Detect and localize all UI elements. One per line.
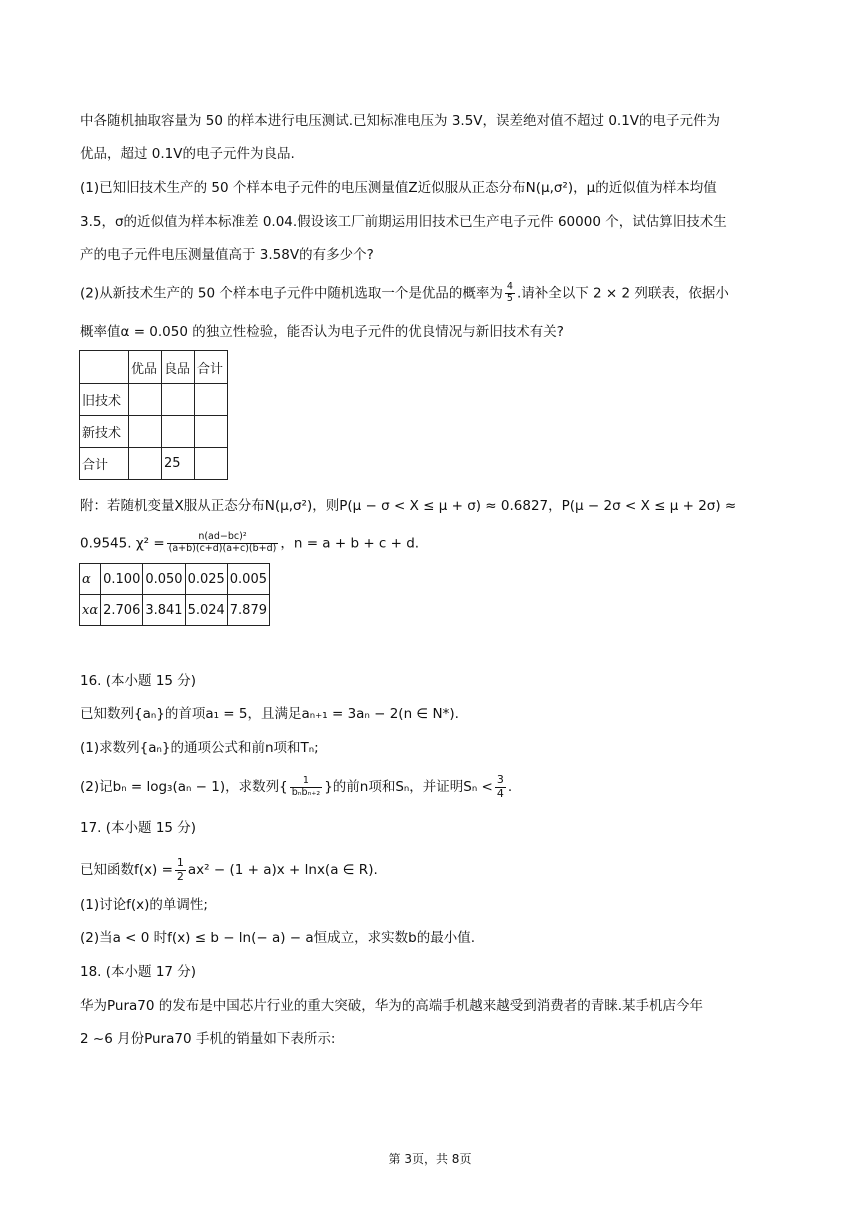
table-cell: 2.706: [101, 595, 143, 626]
q15-part1-line-1: (1)已知旧技术生产的 50 个样本电子元件的电压测量值Z近似服从正态分布N(μ,σ²)，μ的近似值为样本均值: [80, 180, 717, 196]
fraction-numerator: n(ad−bc)²: [167, 532, 279, 544]
table-cell: 0.050: [143, 564, 185, 595]
q18-line-2: 2 ~6 月份Pura70 手机的销量如下表所示:: [80, 1031, 336, 1047]
q16-part2: [80, 774, 512, 800]
table-cell: [129, 416, 162, 448]
table-cell: 旧技术: [80, 384, 129, 416]
table-row: [80, 564, 270, 595]
q17-part1: (1)讨论f(x)的单调性;: [80, 897, 208, 913]
chi-square-fraction: [167, 532, 279, 555]
table-cell: 优品: [129, 351, 162, 384]
table-cell: 5.024: [185, 595, 227, 626]
appendix-line-2: [80, 532, 419, 555]
table-cell: 3.841: [143, 595, 185, 626]
table-row: [80, 416, 228, 448]
table-cell: [80, 351, 129, 384]
fraction-denominator: 2: [176, 869, 184, 883]
appendix-line-1: 附：若随机变量X服从正态分布N(μ,σ²)，则P(μ − σ < X ≤ μ + σ) ≈ 0.6827，P(μ − 2σ < X ≤ μ + 2σ) ≈: [80, 498, 737, 514]
table-cell: 0.005: [227, 564, 269, 595]
table-row: [80, 448, 228, 480]
fraction-numerator: 1: [290, 776, 322, 788]
coefficient-fraction: [175, 857, 186, 883]
fraction-denominator: 5: [506, 292, 513, 304]
q17-stem: [80, 857, 378, 883]
table-header-row: [80, 351, 228, 384]
fraction-numerator: 4: [506, 281, 513, 292]
q15-part2-line-1: [80, 282, 729, 305]
q17-part2: (2)当a < 0 时f(x) ≤ b − ln(− a) − a恒成立，求实数b的最小值.: [80, 930, 476, 946]
fraction-numerator: 3: [496, 773, 504, 786]
intro-line-1: 中各随机抽取容量为 50 的样本进行电压测试.已知标准电压为 3.5V，误差绝对值不超过 0.1V的电子元件为: [80, 113, 721, 129]
table-cell: 25: [162, 448, 195, 480]
q15-part1-line-3: 产的电子元件电压测量值高于 3.58V的有多少个?: [80, 247, 374, 263]
q18-title: 18. (本小题 17 分): [80, 964, 197, 980]
table-cell: α: [80, 564, 101, 595]
table-cell: xα: [80, 595, 101, 626]
appendix-text-b: ，n = a + b + c + d.: [280, 535, 420, 552]
q15-part1-line-2: 3.5，σ的近似值为样本标准差 0.04.假设该工厂前期运用旧技术已生产电子元件 60000 个，试估算旧技术生: [80, 214, 727, 230]
table-cell: [162, 416, 195, 448]
q16-stem: 已知数列{aₙ}的首项a₁ = 5，且满足aₙ₊₁ = 3aₙ − 2(n ∈ N*).: [80, 706, 459, 722]
q16-part2-text-b: }的前n项和Sₙ，并证明Sₙ <: [324, 779, 493, 796]
q15-part2-text-a: (2)从新技术生产的 50 个样本电子元件中随机选取一个是优品的概率为: [80, 285, 503, 302]
sequence-fraction: [290, 776, 322, 799]
table-cell: 新技术: [80, 416, 129, 448]
table-cell: 良品: [162, 351, 195, 384]
q16-title: 16. (本小题 15 分): [80, 673, 197, 689]
contingency-table: [79, 350, 228, 480]
table-cell: [195, 416, 228, 448]
fraction-denominator: bₙbₙ₊₂: [291, 786, 321, 798]
probability-fraction: [505, 282, 515, 305]
q15-part2-line-2: 概率值α = 0.050 的独立性检验，能否认为电子元件的优良情况与新旧技术有关?: [80, 324, 564, 340]
q17-stem-text-b: ax² − (1 + a)x + lnx(a ∈ R).: [187, 862, 378, 879]
table-cell: 0.100: [101, 564, 143, 595]
q15-part2-text-b: .请补全以下 2 × 2 列联表，依据小: [516, 285, 729, 302]
table-cell: 合计: [195, 351, 228, 384]
table-cell: [195, 448, 228, 480]
table-cell: 0.025: [185, 564, 227, 595]
table-cell: 7.879: [227, 595, 269, 626]
table-row: [80, 384, 228, 416]
q16-part2-text-a: (2)记bₙ = log₃(aₙ − 1)，求数列{: [80, 779, 288, 796]
table-row: [80, 595, 270, 626]
q16-part2-text-c: .: [507, 779, 513, 796]
table-cell: [129, 448, 162, 480]
table-cell: [162, 384, 195, 416]
q18-line-1: 华为Pura70 的发布是中国芯片行业的重大突破，华为的高端手机越来越受到消费者的青睐.某手机店今年: [80, 998, 704, 1014]
bound-fraction: [495, 774, 506, 800]
fraction-denominator: (a+b)(c+d)(a+c)(b+d): [168, 542, 277, 554]
page-footer: 第 3页，共 8页: [388, 1152, 472, 1166]
q16-part1: (1)求数列{aₙ}的通项公式和前n项和Tₙ;: [80, 740, 319, 756]
critical-value-table: [79, 563, 270, 626]
table-cell: 合计: [80, 448, 129, 480]
appendix-text-a: 0.9545. χ² =: [80, 535, 165, 552]
fraction-numerator: 1: [176, 856, 184, 869]
fraction-denominator: 4: [496, 786, 504, 800]
table-cell: [129, 384, 162, 416]
q17-title: 17. (本小题 15 分): [80, 820, 197, 836]
table-cell: [195, 384, 228, 416]
q17-stem-text-a: 已知函数f(x) =: [80, 862, 173, 879]
intro-line-2: 优品，超过 0.1V的电子元件为良品.: [80, 146, 295, 162]
